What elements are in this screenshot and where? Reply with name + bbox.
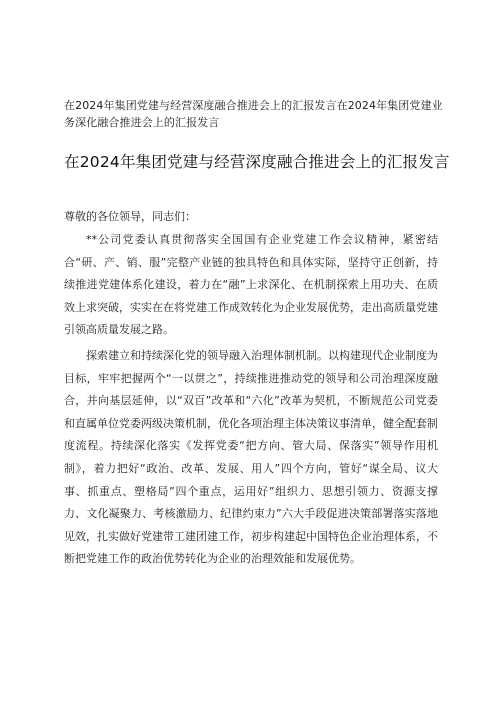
document-title: 在2024年集团党建与经营深度融合推进会上的汇报发言 bbox=[64, 153, 450, 171]
salutation: 尊敬的各位领导，同志们： bbox=[64, 210, 196, 223]
header-note: 在2024年集团党建与经营深度融合推进会上的汇报发言在2024年集团党建业务深化融合推进会上的汇报发言 bbox=[64, 99, 443, 129]
body-paragraph-1: **公司党委认真贯彻落实全国国有企业党建工作会议精神，紧密结合“研、产、销、服”完整产业链的独具特色和具体实际，坚持守正创新，持续推进党建体系化建设，着力在“融”上求深化、在机制探索上用功夫、在质效上求突破，实实在在将党建工作成效转化为企业发展优势，走出高质量党建引领高质量发展之路。 bbox=[64, 233, 438, 337]
body-paragraph-2: 探索建立和持续深化党的领导融入治理体制机制。以构建现代企业制度为目标，牢牢把握两个“一以贯之”，持续推进推动党的领导和公司治理深度融合，并向基层延伸，以“双百”改革和“六化”改革为契机，不断规范公司党委和直属单位党委两级决策机制，优化各项治理主体决策议事清单，健全配套制度流程。持续深化落实《发挥党委“把方向、管大局、保落实”领导作用机制》，着力把好“政治、改革、发展、用人”四个方向，管好“谋全局、议大事、抓重点、塑格局”四个重点，运用好”组织力、思想引领力、资源支撑力、文化凝聚力、考核激励力、纪律约束力”六大手段促进决策部署落实落地见效，扎实做好党建带工建团建工作，初步构建起中国特色企业治理体系，不断把党建工作的政治优势转化为企业的治理效能和发展优势。 bbox=[64, 349, 438, 566]
